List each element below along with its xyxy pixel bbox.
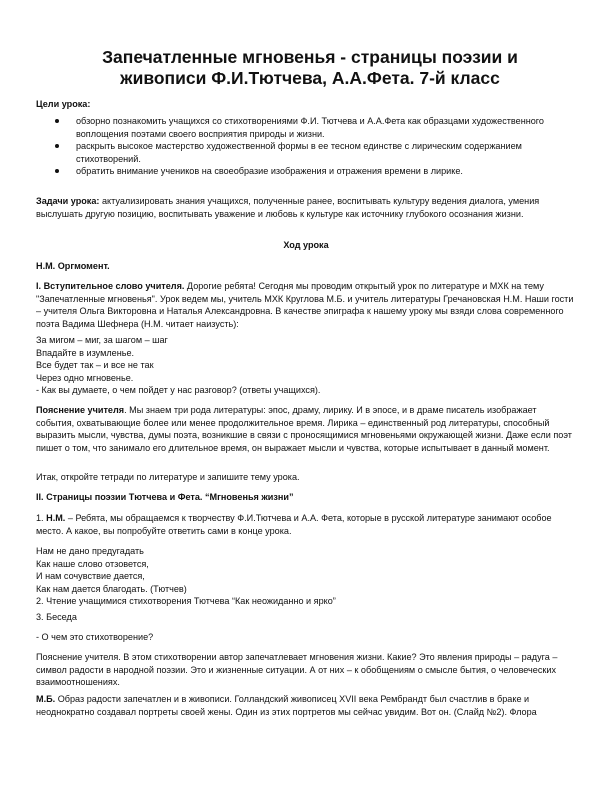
explanation-paragraph <box>36 404 576 454</box>
explanation-2-paragraph: Пояснение учителя. В этом стихотворении автор запечатлевает мгновения жизни. Какие? Это явления природы – радуга – символ радости в народной поэзии. Это и жизненные ситуации. А от них – к обобщениям о смысле бытия, о человеческих взаимоотношениях. <box>36 652 558 688</box>
tasks-label: Задачи урока: <box>36 196 100 206</box>
goal-item: раскрыть высокое мастерство художественной формы в ее тесном единстве с лирическим содержанием стихотворений. <box>36 140 576 165</box>
tasks-text: актуализировать знания учащихся, полученные ранее, воспитывать культуру ведения диалога, умения выслушать другую позицию, воспитывать уважение и любовь к культуре как источнику глубокого осознания жизни. <box>36 196 540 219</box>
poem-line: Как наше слово отзовется, <box>36 558 149 569</box>
mb-text: Образ радости запечатлен и в живописи. Голландский живописец XVII века Рембрандт был счастлив в браке и неоднократно создавал портреты своей жены. Один из этих портретов мы сейчас увидим. Вот он. (Слайд №2). Флора <box>36 694 537 717</box>
poem-line: И нам сочувствие дается, <box>36 571 145 582</box>
org-moment: Н.М. Оргмомент. <box>36 261 110 271</box>
epigraph-poem <box>36 334 576 397</box>
tyutchev-poem <box>36 545 576 608</box>
discussion-question: - О чем это стихотворение? <box>36 632 154 642</box>
explanation-label: Пояснение учителя <box>36 405 125 415</box>
mb-label: М.Б. <box>36 694 56 704</box>
goal-item: обратить внимание учеников на своеобразие изображения и отражения времени в лирике. <box>36 165 576 178</box>
reading-line: 2. Чтение учащимися стихотворения Тютчева “Как неожиданно и ярко” <box>36 596 336 607</box>
poem-line: Через одно мгновенье. <box>36 372 134 383</box>
discussion-heading: 3. Беседа <box>36 612 77 622</box>
poem-line: Как нам дается благодать. (Тютчев) <box>36 583 187 594</box>
intro-label: I. Вступительное слово учителя. <box>36 281 185 291</box>
intro-paragraph <box>36 280 576 330</box>
poem-line: Все будет так – и все не так <box>36 360 154 371</box>
question-line: - Как вы думаете, о чем пойдет у нас разговор? (ответы учащихся). <box>36 385 321 396</box>
intro-text: Дорогие ребята! Сегодня мы проводим открытый урок по литературе и МХК на тему "Запечатленные мгновенья". Урок ведем мы, учитель МХК Круглова М.Б. и учитель литературы Гречановская Н.М. Наши гости – учителя Ольга Викторовна и Наталья Александровна. В качестве эпиграфа к нашему уроку мы взяди слова современного поэта Вадима Шефнера (Н.М. читает наизусть): <box>36 281 574 329</box>
explanation-text: . Мы знаем три рода литературы: эпос, драму, лирику. И в эпосе, и в драме писатель изображает события, охватывающие более или менее продолжительное время. Лирика – единственный род литературы, способный выразить мысли, чувства, думы поэта, возникшие в связи с проносящимися мгновеньями окружающей жизни. Даже если поэт пишет о том, что занимало его длительное время, он выражает мысли и чувства, которые испытывает в данный момент. <box>36 405 572 453</box>
section-2-heading: II. Страницы поэзии Тютчева и Фета. “Мгновенья жизни” <box>36 492 294 502</box>
poem-line: За мигом – миг, за шагом – шаг <box>36 335 168 345</box>
lesson-heading: Ход урока <box>283 240 329 250</box>
nm1-prefix: 1. <box>36 513 47 523</box>
page-title <box>40 47 580 89</box>
mb-paragraph <box>36 693 576 718</box>
nm1-label: Н.М. <box>46 513 66 523</box>
summary-paragraph: Итак, откройте тетради по литературе и запишите тему урока. <box>36 472 300 482</box>
tasks-paragraph <box>36 195 576 220</box>
nm1-text: – Ребята, мы обращаемся к творчеству Ф.И.Тютчева и А.А. Фета, которые в русской литературе занимают особое место. А какое, вы попробуйте ответить сами в конце урока. <box>36 513 552 536</box>
title-line-1: Запечатленные мгновенья - страницы поэзии и <box>102 47 518 67</box>
goals-list <box>36 115 576 178</box>
goals-heading: Цели урока: <box>36 99 91 109</box>
goal-item: обзорно познакомить учащихся со стихотворениями Ф.И. Тютчева и А.А.Фета как образцами художественного воплощения поэтами своего восприятия природы и жизни. <box>36 115 576 140</box>
poem-line: Впадайте в изумленье. <box>36 347 135 358</box>
title-line-2: живописи Ф.И.Тютчева, А.А.Фета. 7-й класс <box>120 68 500 88</box>
nm1-paragraph <box>36 512 576 537</box>
poem-line: Нам не дано предугадать <box>36 546 144 556</box>
